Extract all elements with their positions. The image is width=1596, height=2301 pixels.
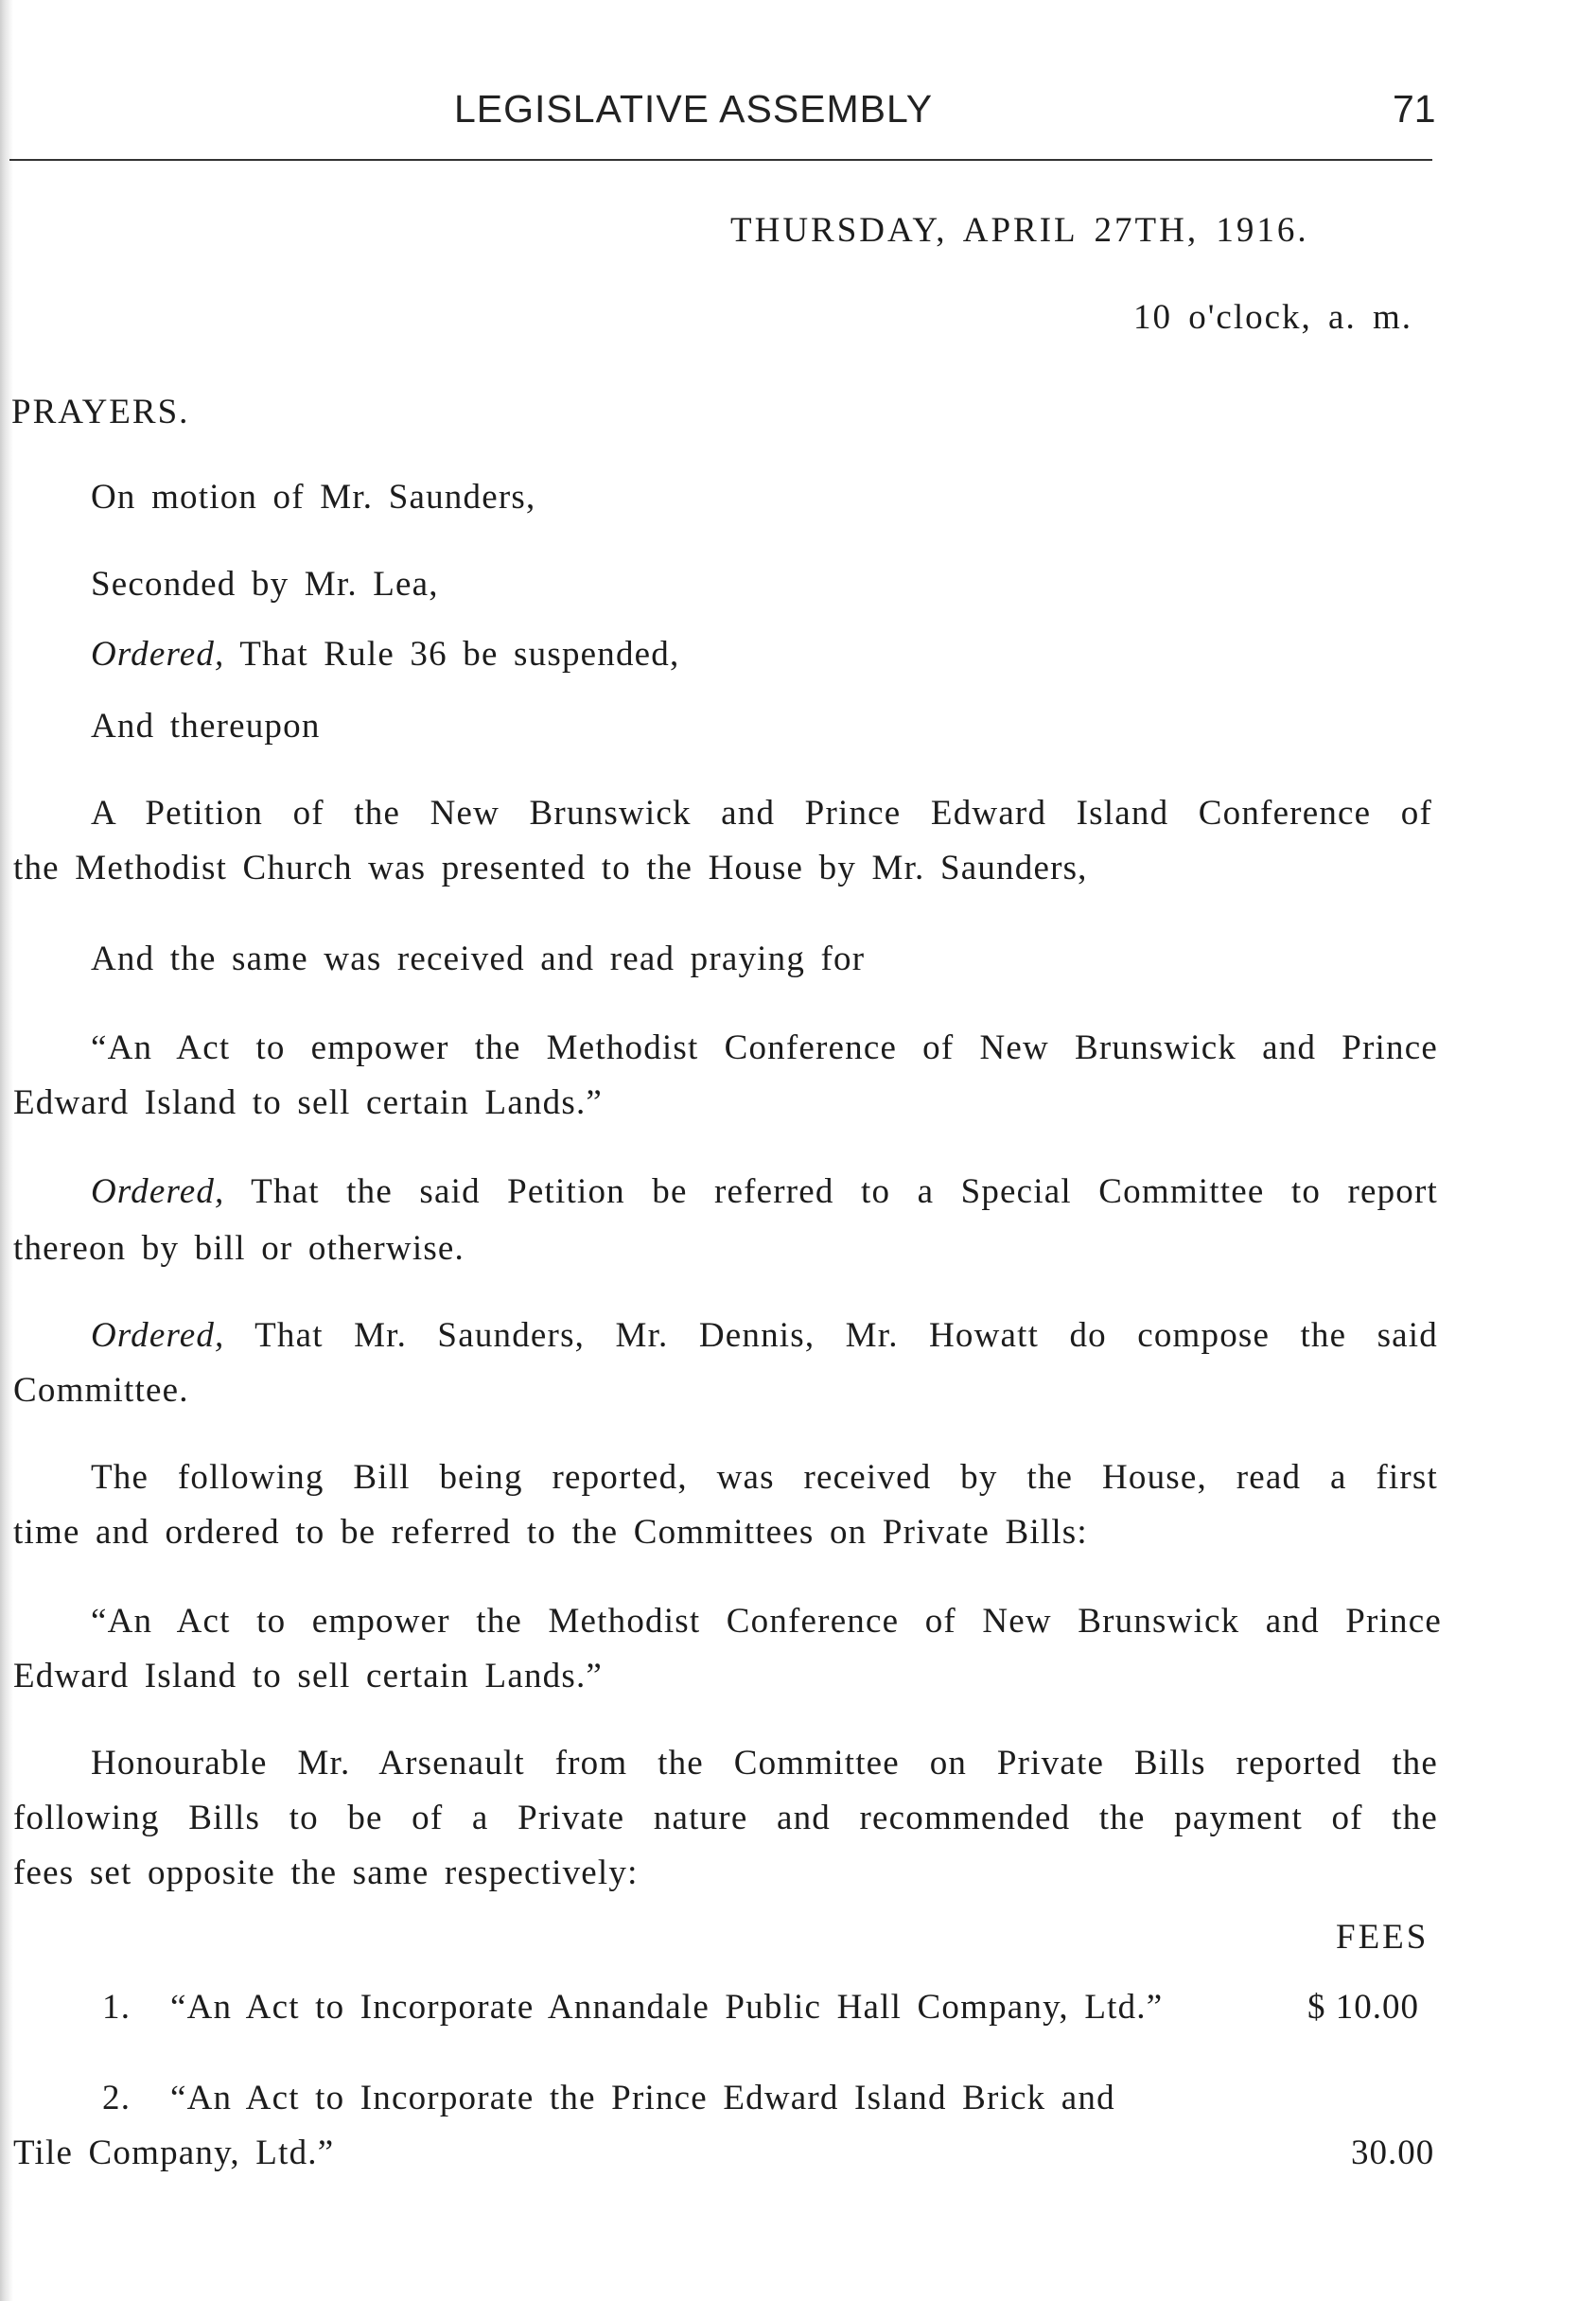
private-bills-line-1: Honourable Mr. Arsenault from the Committee on Private Bills reported the [91, 1744, 1438, 1783]
bill-item-title: “An Act to Incorporate the Prince Edward Island Brick and [170, 2079, 1115, 2117]
bill-reported-line-2: time and ordered to be referred to the Committees on Private Bills: [13, 1513, 1088, 1552]
order-refer-line-1 [91, 1171, 1438, 1213]
private-bills-line-3: fees set opposite the same respectively: [13, 1853, 639, 1892]
bill-item-title: “An Act to Incorporate Annandale Public Hall Company, Ltd.” [170, 1988, 1164, 2027]
petition-line-2: the Methodist Church was presented to the House by Mr. Saunders, [13, 849, 1088, 887]
motion-seconder: Seconded by Mr. Lea, [91, 565, 439, 604]
header-rule [9, 159, 1432, 161]
prayers-heading: PRAYERS. [11, 393, 190, 431]
bill-item-title-continued: Tile Company, Ltd.” [13, 2134, 335, 2172]
motion-mover: On motion of Mr. Saunders, [91, 478, 536, 517]
bill-item-fee: 30.00 [1351, 2134, 1435, 2172]
bill-act-line-1: “An Act to empower the Methodist Conference of New Brunswick and Prince [91, 1602, 1442, 1641]
scan-edge-shadow [0, 0, 13, 2301]
order-refer-line-2: thereon by bill or otherwise. [13, 1229, 465, 1268]
petition-act-line-1: “An Act to empower the Methodist Conference of New Brunswick and Prince [91, 1028, 1438, 1067]
bill-item-fee: $ 10.00 [1307, 1988, 1419, 2027]
bill-item-number: 1. [102, 1988, 132, 2027]
petition-line-1: A Petition of the New Brunswick and Prince Edward Island Conference of [91, 794, 1432, 833]
page-number: 71 [1393, 87, 1436, 131]
order-refer-text: That the said Petition be referred to a Special Committee to report [224, 1172, 1438, 1211]
order-compose-line-1 [91, 1315, 1438, 1357]
order-refer-label: Ordered, [91, 1172, 225, 1211]
bill-item-number: 2. [102, 2079, 132, 2117]
order-compose-label: Ordered, [91, 1316, 225, 1355]
bill-act-line-2: Edward Island to sell certain Lands.” [13, 1657, 604, 1695]
ordered-text: That Rule 36 be suspended, [224, 635, 680, 674]
order-compose-text: That Mr. Saunders, Mr. Dennis, Mr. Howatt do compose the said [224, 1316, 1438, 1355]
date-line: THURSDAY, APRIL 27TH, 1916. [730, 211, 1309, 250]
private-bills-line-2: following Bills to be of a Private nature and recommended the payment of the [13, 1799, 1438, 1837]
motion-ordered [91, 634, 679, 676]
petition-received: And the same was received and read praying for [91, 940, 866, 978]
time-line: 10 o'clock, a. m. [1133, 298, 1412, 337]
bill-reported-line-1: The following Bill being reported, was received by the House, read a first [91, 1458, 1438, 1497]
order-compose-line-2: Committee. [13, 1371, 189, 1410]
fees-heading: FEES [1336, 1918, 1429, 1957]
petition-act-line-2: Edward Island to sell certain Lands.” [13, 1083, 604, 1122]
ordered-label: Ordered, [91, 635, 225, 674]
running-header-title: LEGISLATIVE ASSEMBLY [454, 87, 934, 131]
motion-thereupon: And thereupon [91, 707, 321, 746]
